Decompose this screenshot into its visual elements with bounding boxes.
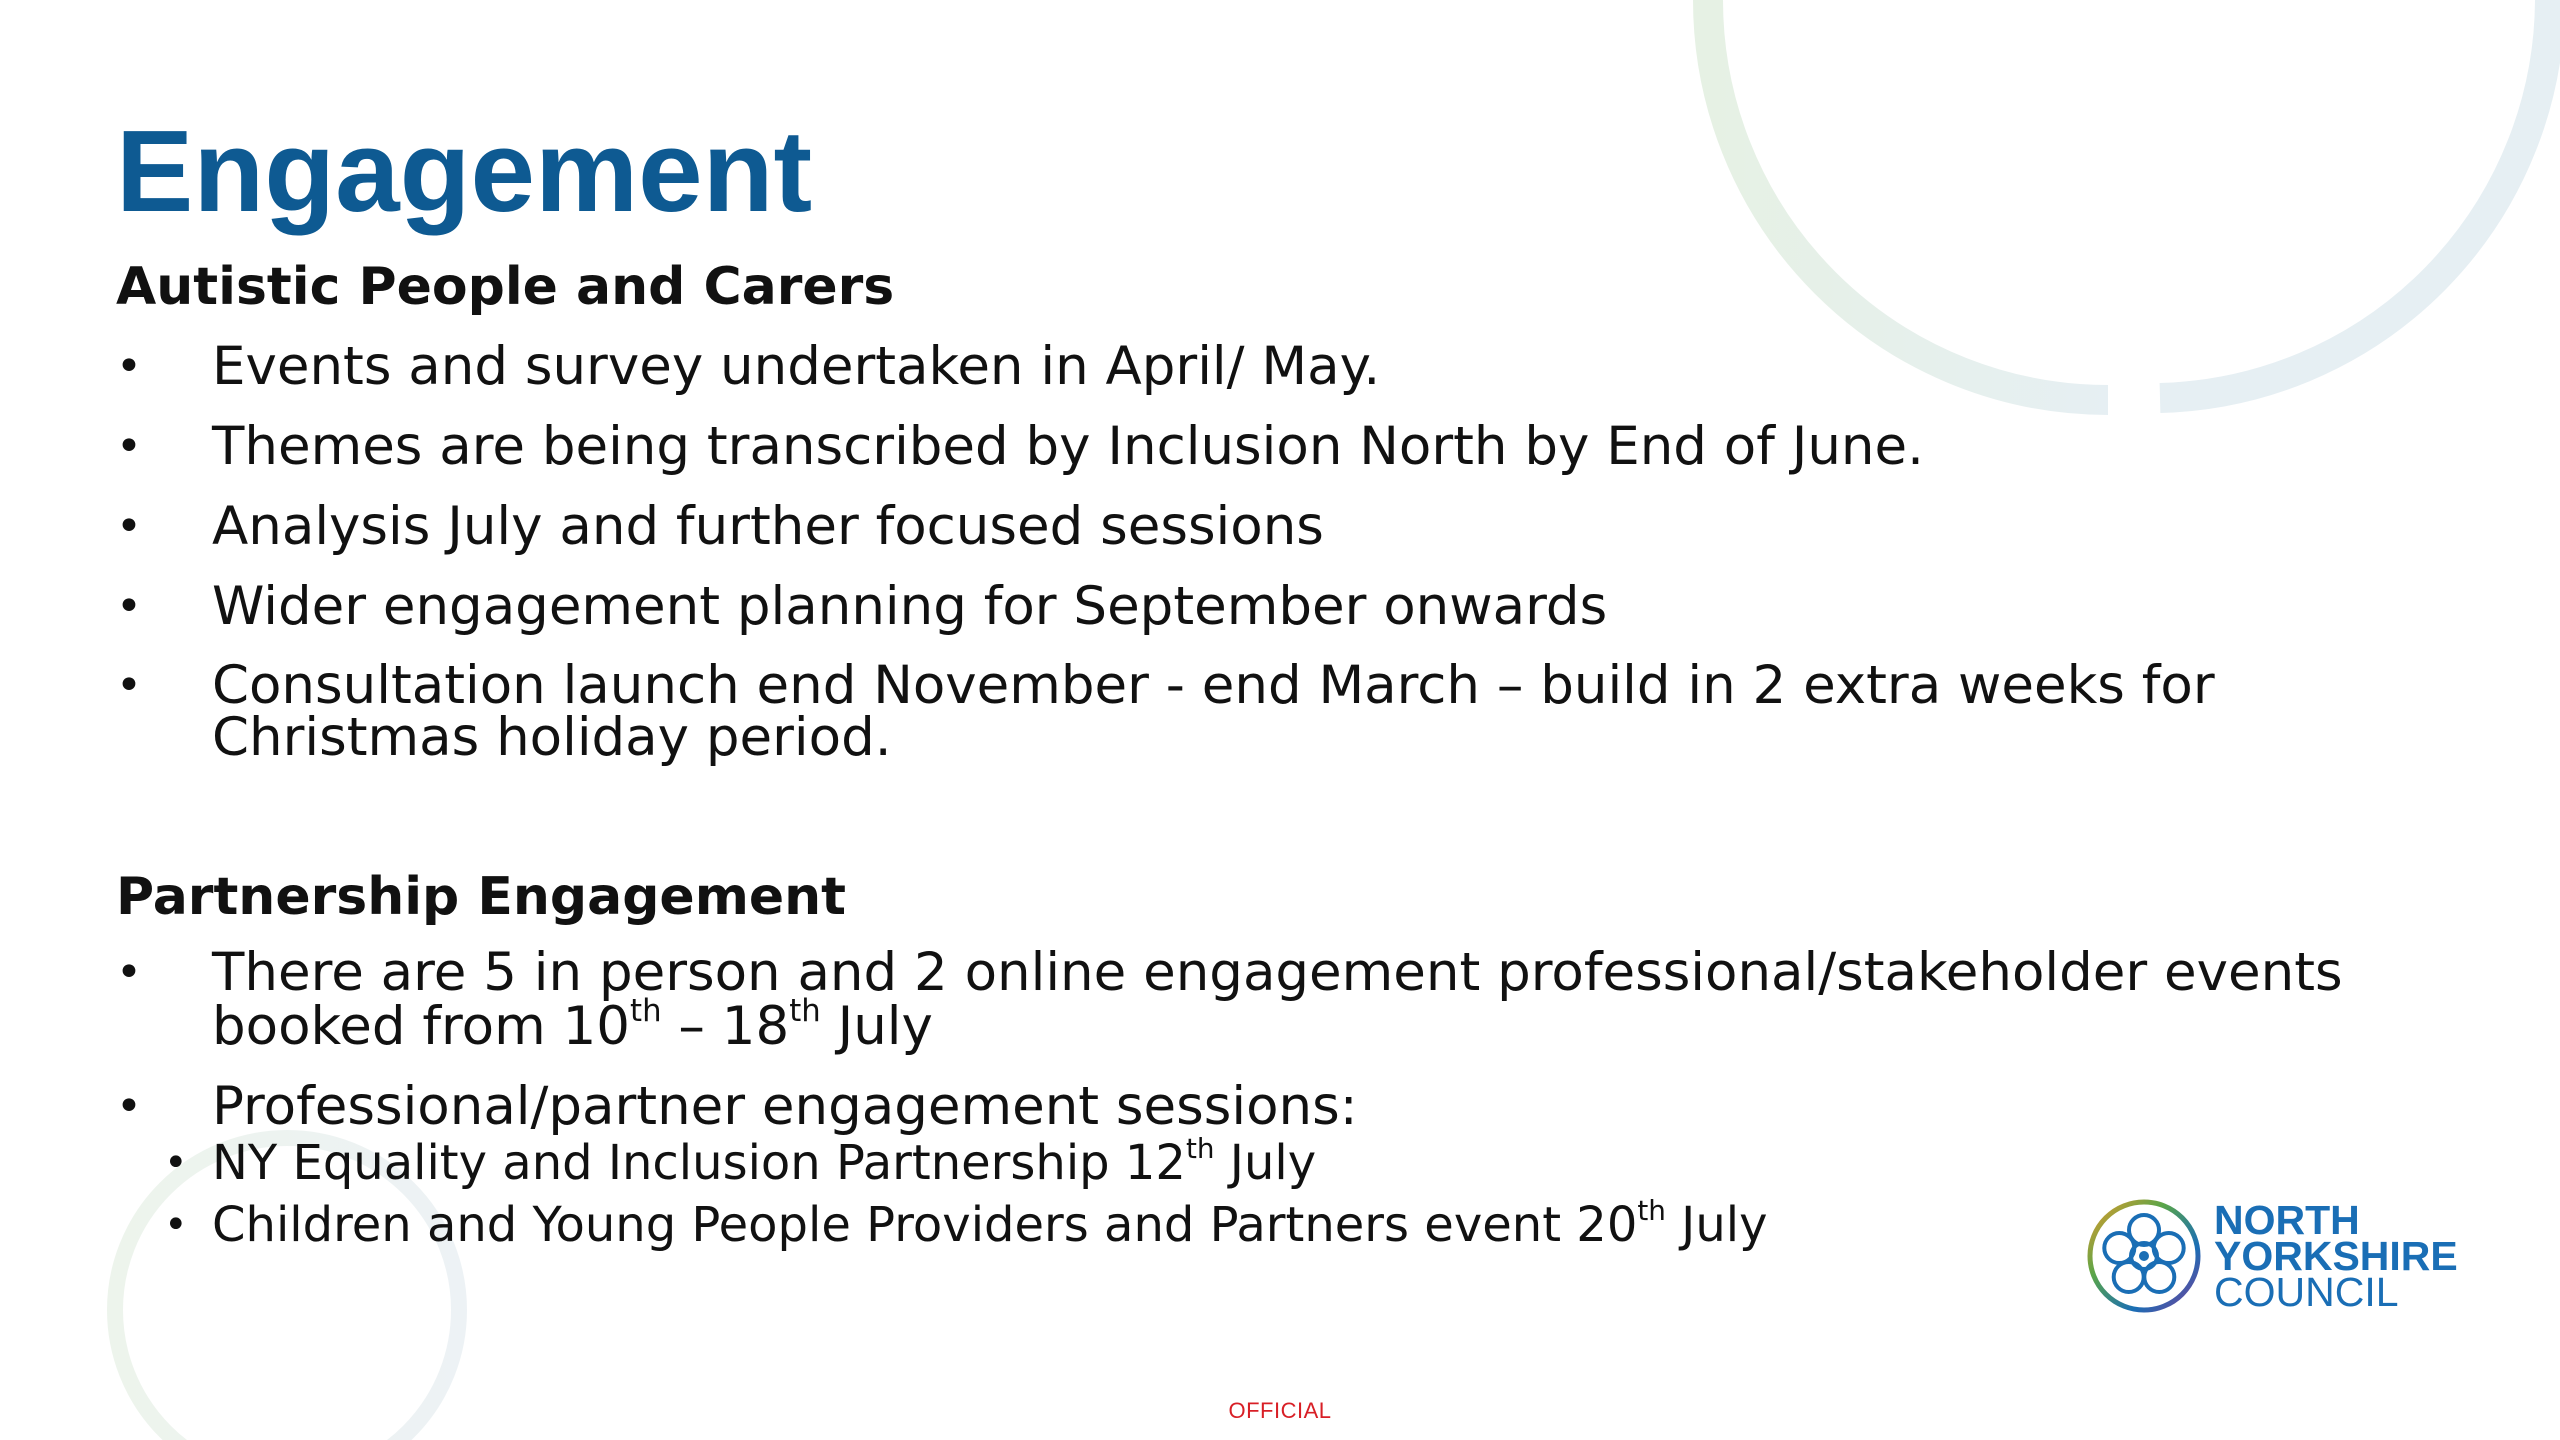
- slide-title: Engagement: [116, 106, 813, 236]
- list-item-text: Events and survey undertaken in April/ May.: [212, 336, 1381, 397]
- list-item-text: Professional/partner engagement sessions:: [212, 1076, 1358, 1137]
- sub-list-item-text: Children and Young People Providers and Partners event 20th July: [212, 1193, 1768, 1253]
- list-item: [116, 336, 2346, 397]
- rose-emblem-icon: [2082, 1194, 2206, 1318]
- list-item-text: Wider engagement planning for September onwards: [212, 576, 1608, 637]
- bullet-icon: •: [116, 947, 142, 998]
- bullet-list-autistic-people: [116, 336, 2346, 790]
- sub-bullet-list: [164, 1131, 2346, 1253]
- list-item: [116, 496, 2346, 557]
- bullet-icon: •: [116, 341, 142, 392]
- list-item: [116, 1076, 2346, 1253]
- list-item-text: Analysis July and further focused sessions: [212, 496, 1324, 557]
- list-item-text: There are 5 in person and 2 online engagement professional/stakeholder events booked from 10th – 18th July: [212, 942, 2343, 1057]
- bullet-icon: •: [116, 501, 142, 552]
- list-item-text: Themes are being transcribed by Inclusion North by End of June.: [212, 416, 1924, 477]
- list-item: [116, 416, 2346, 477]
- list-item: [116, 942, 2346, 1057]
- bullet-icon: •: [116, 1081, 142, 1132]
- sub-list-item-text: NY Equality and Inclusion Partnership 12th July: [212, 1131, 1317, 1191]
- sub-list-item: [164, 1131, 2346, 1191]
- bullet-icon: •: [116, 421, 142, 472]
- classification-label: OFFICIAL: [1228, 1398, 1332, 1423]
- sub-bullet-icon: •: [164, 1202, 188, 1248]
- north-yorkshire-council-logo: [2082, 1192, 2462, 1332]
- bullet-icon: •: [116, 581, 142, 632]
- section-heading-partnership: Partnership Engagement: [116, 867, 847, 927]
- sub-bullet-icon: •: [164, 1140, 188, 1186]
- bullet-icon: •: [116, 660, 142, 711]
- logo-text: NORTH YORKSHIRE COUNCIL: [2214, 1197, 2458, 1315]
- list-item: [116, 576, 2346, 637]
- list-item-text: Consultation launch end November - end March – build in 2 extra weeks for Christmas holiday period.: [212, 655, 2215, 768]
- sub-list-item: [164, 1193, 2346, 1253]
- list-item: [116, 655, 2346, 768]
- section-heading-autistic-people: Autistic People and Carers: [116, 257, 895, 317]
- bullet-list-partnership: [116, 942, 2346, 1276]
